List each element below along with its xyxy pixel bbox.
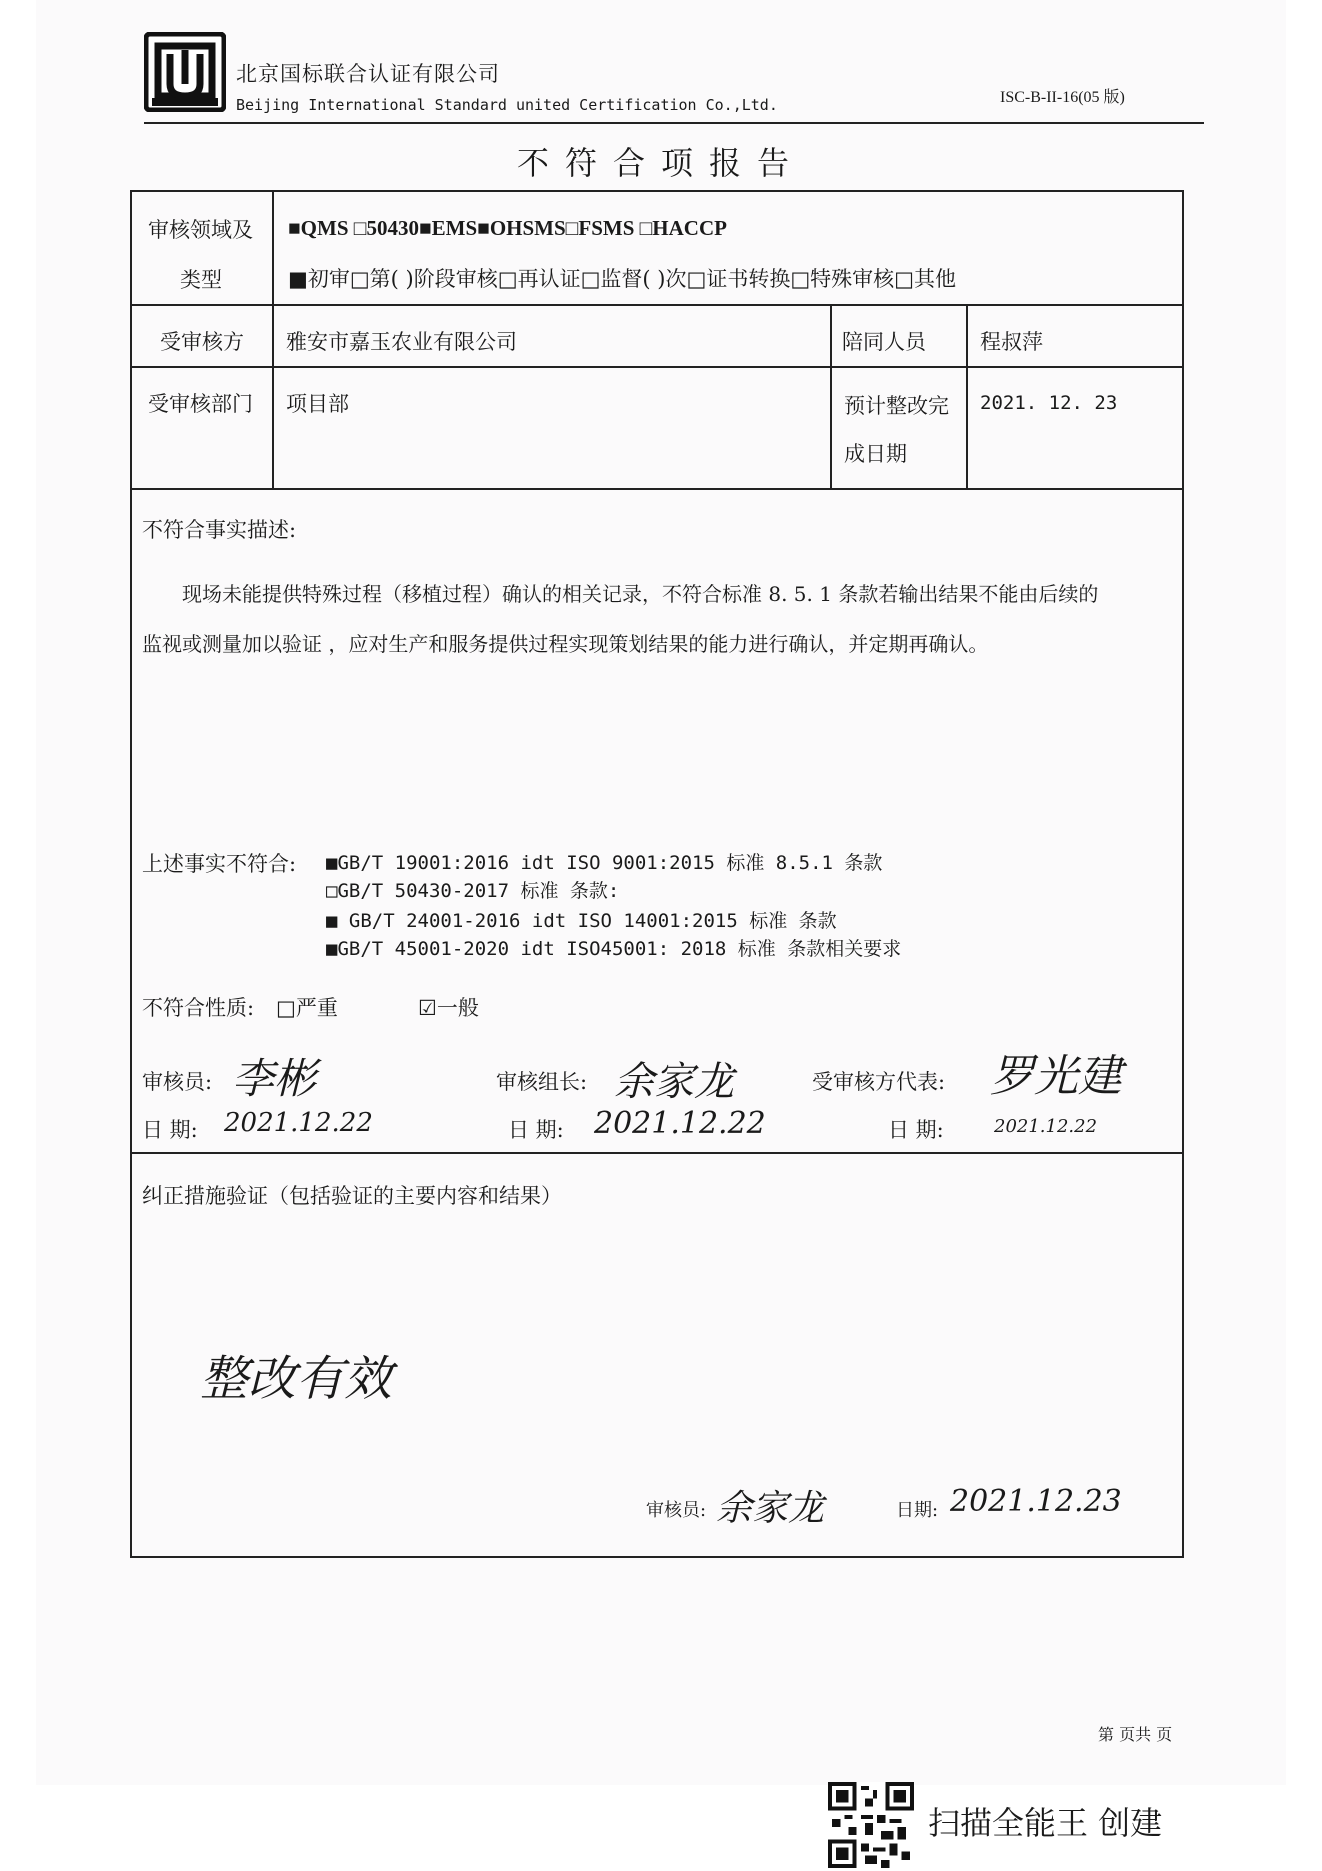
leader-date: 2021.12.22	[594, 1106, 766, 1141]
row-divider	[130, 488, 1184, 490]
auditor-label: 审核员:	[142, 1070, 213, 1094]
auditee-value: 雅安市嘉玉农业有限公司	[286, 330, 517, 354]
scanner-brand: 扫描全能王 创建	[928, 1804, 1163, 1842]
scope-label: 审核领域及	[148, 218, 253, 242]
verification-heading: 纠正措施验证（包括验证的主要内容和结果）	[142, 1184, 562, 1208]
nonconformity-line-2: 监视或测量加以验证 ，应对生产和服务提供过程实现策划结果的能力进行确认，并定期再确认。	[142, 632, 989, 656]
due-date-label: 预计整改完	[844, 394, 949, 418]
nature-serious-checkbox: □严重	[276, 996, 338, 1020]
row-divider	[130, 304, 1184, 306]
verification-date-label: 日期:	[896, 1500, 939, 1521]
due-date-value: 2021. 12. 23	[980, 392, 1118, 414]
document-title: 不符合项报告	[516, 144, 805, 182]
standard-line-3: ■ GB/T 24001-2016 idt ISO 14001:2015 标准 条款	[326, 910, 837, 932]
scope-label-2: 类型	[180, 268, 222, 292]
company-logo	[144, 32, 226, 112]
standard-line-2: □GB/T 50430-2017 标准 条款:	[326, 880, 620, 902]
company-name-en: Beijing International Standard united Certification Co.,Ltd.	[236, 96, 778, 114]
auditor-date-label: 日 期:	[142, 1118, 198, 1142]
form-code: ISC-B-II-16(05 版)	[1000, 89, 1125, 106]
verification-date: 2021.12.23	[950, 1484, 1122, 1519]
standard-line-4: ■GB/T 45001-2020 idt ISO45001: 2018 标准 条款相关要求	[326, 938, 902, 960]
audit-type-checkboxes: ■初审□第( )阶段审核□再认证□监督( )次□证书转换□特殊审核□其他	[288, 267, 957, 291]
header-rule	[144, 122, 1204, 124]
representative-date: 2021.12.22	[994, 1116, 1098, 1137]
row-divider	[130, 366, 1184, 368]
representative-date-label: 日 期:	[888, 1118, 944, 1142]
verification-auditor-signature: 余家龙	[716, 1488, 825, 1529]
nonconformity-heading: 不符合事实描述:	[142, 518, 297, 542]
nature-label: 不符合性质:	[142, 996, 255, 1020]
auditor-date: 2021.12.22	[224, 1108, 373, 1138]
system-checkboxes: ■QMS □50430■EMS■OHSMS□FSMS □HACCP	[288, 216, 727, 240]
row-divider	[130, 1152, 1184, 1154]
nature-general-checkbox: ☑一般	[418, 996, 479, 1020]
leader-signature: 余家龙	[614, 1059, 734, 1105]
column-divider	[966, 304, 968, 488]
department-label: 受审核部门	[148, 392, 253, 416]
escort-label: 陪同人员	[842, 330, 926, 354]
department-value: 项目部	[286, 392, 349, 416]
company-name-cn: 北京国标联合认证有限公司	[236, 62, 500, 86]
leader-date-label: 日 期:	[508, 1118, 564, 1142]
escort-value: 程叔萍	[980, 330, 1043, 354]
qr-code-icon	[828, 1782, 914, 1868]
page-number: 第 页共 页	[1098, 1725, 1173, 1744]
verification-auditor-label: 审核员:	[646, 1500, 707, 1521]
representative-label: 受审核方代表:	[812, 1070, 946, 1094]
due-date-label-2: 成日期	[844, 442, 907, 466]
column-divider	[272, 190, 274, 488]
leader-label: 审核组长:	[496, 1070, 588, 1094]
auditee-label: 受审核方	[160, 330, 244, 354]
verification-result: 整改有效	[200, 1351, 393, 1407]
auditor-signature: 李彬	[232, 1054, 317, 1103]
standard-line-1: ■GB/T 19001:2016 idt ISO 9001:2015 标准 8.5.1 条款	[326, 852, 883, 874]
column-divider	[830, 304, 832, 488]
nonconformity-line-1: 现场未能提供特殊过程（移植过程）确认的相关记录，不符合标准 8. 5. 1 条款若输出结果不能由后续的	[182, 582, 1099, 606]
representative-signature: 罗光建	[990, 1051, 1122, 1102]
standards-label: 上述事实不符合:	[142, 852, 297, 876]
